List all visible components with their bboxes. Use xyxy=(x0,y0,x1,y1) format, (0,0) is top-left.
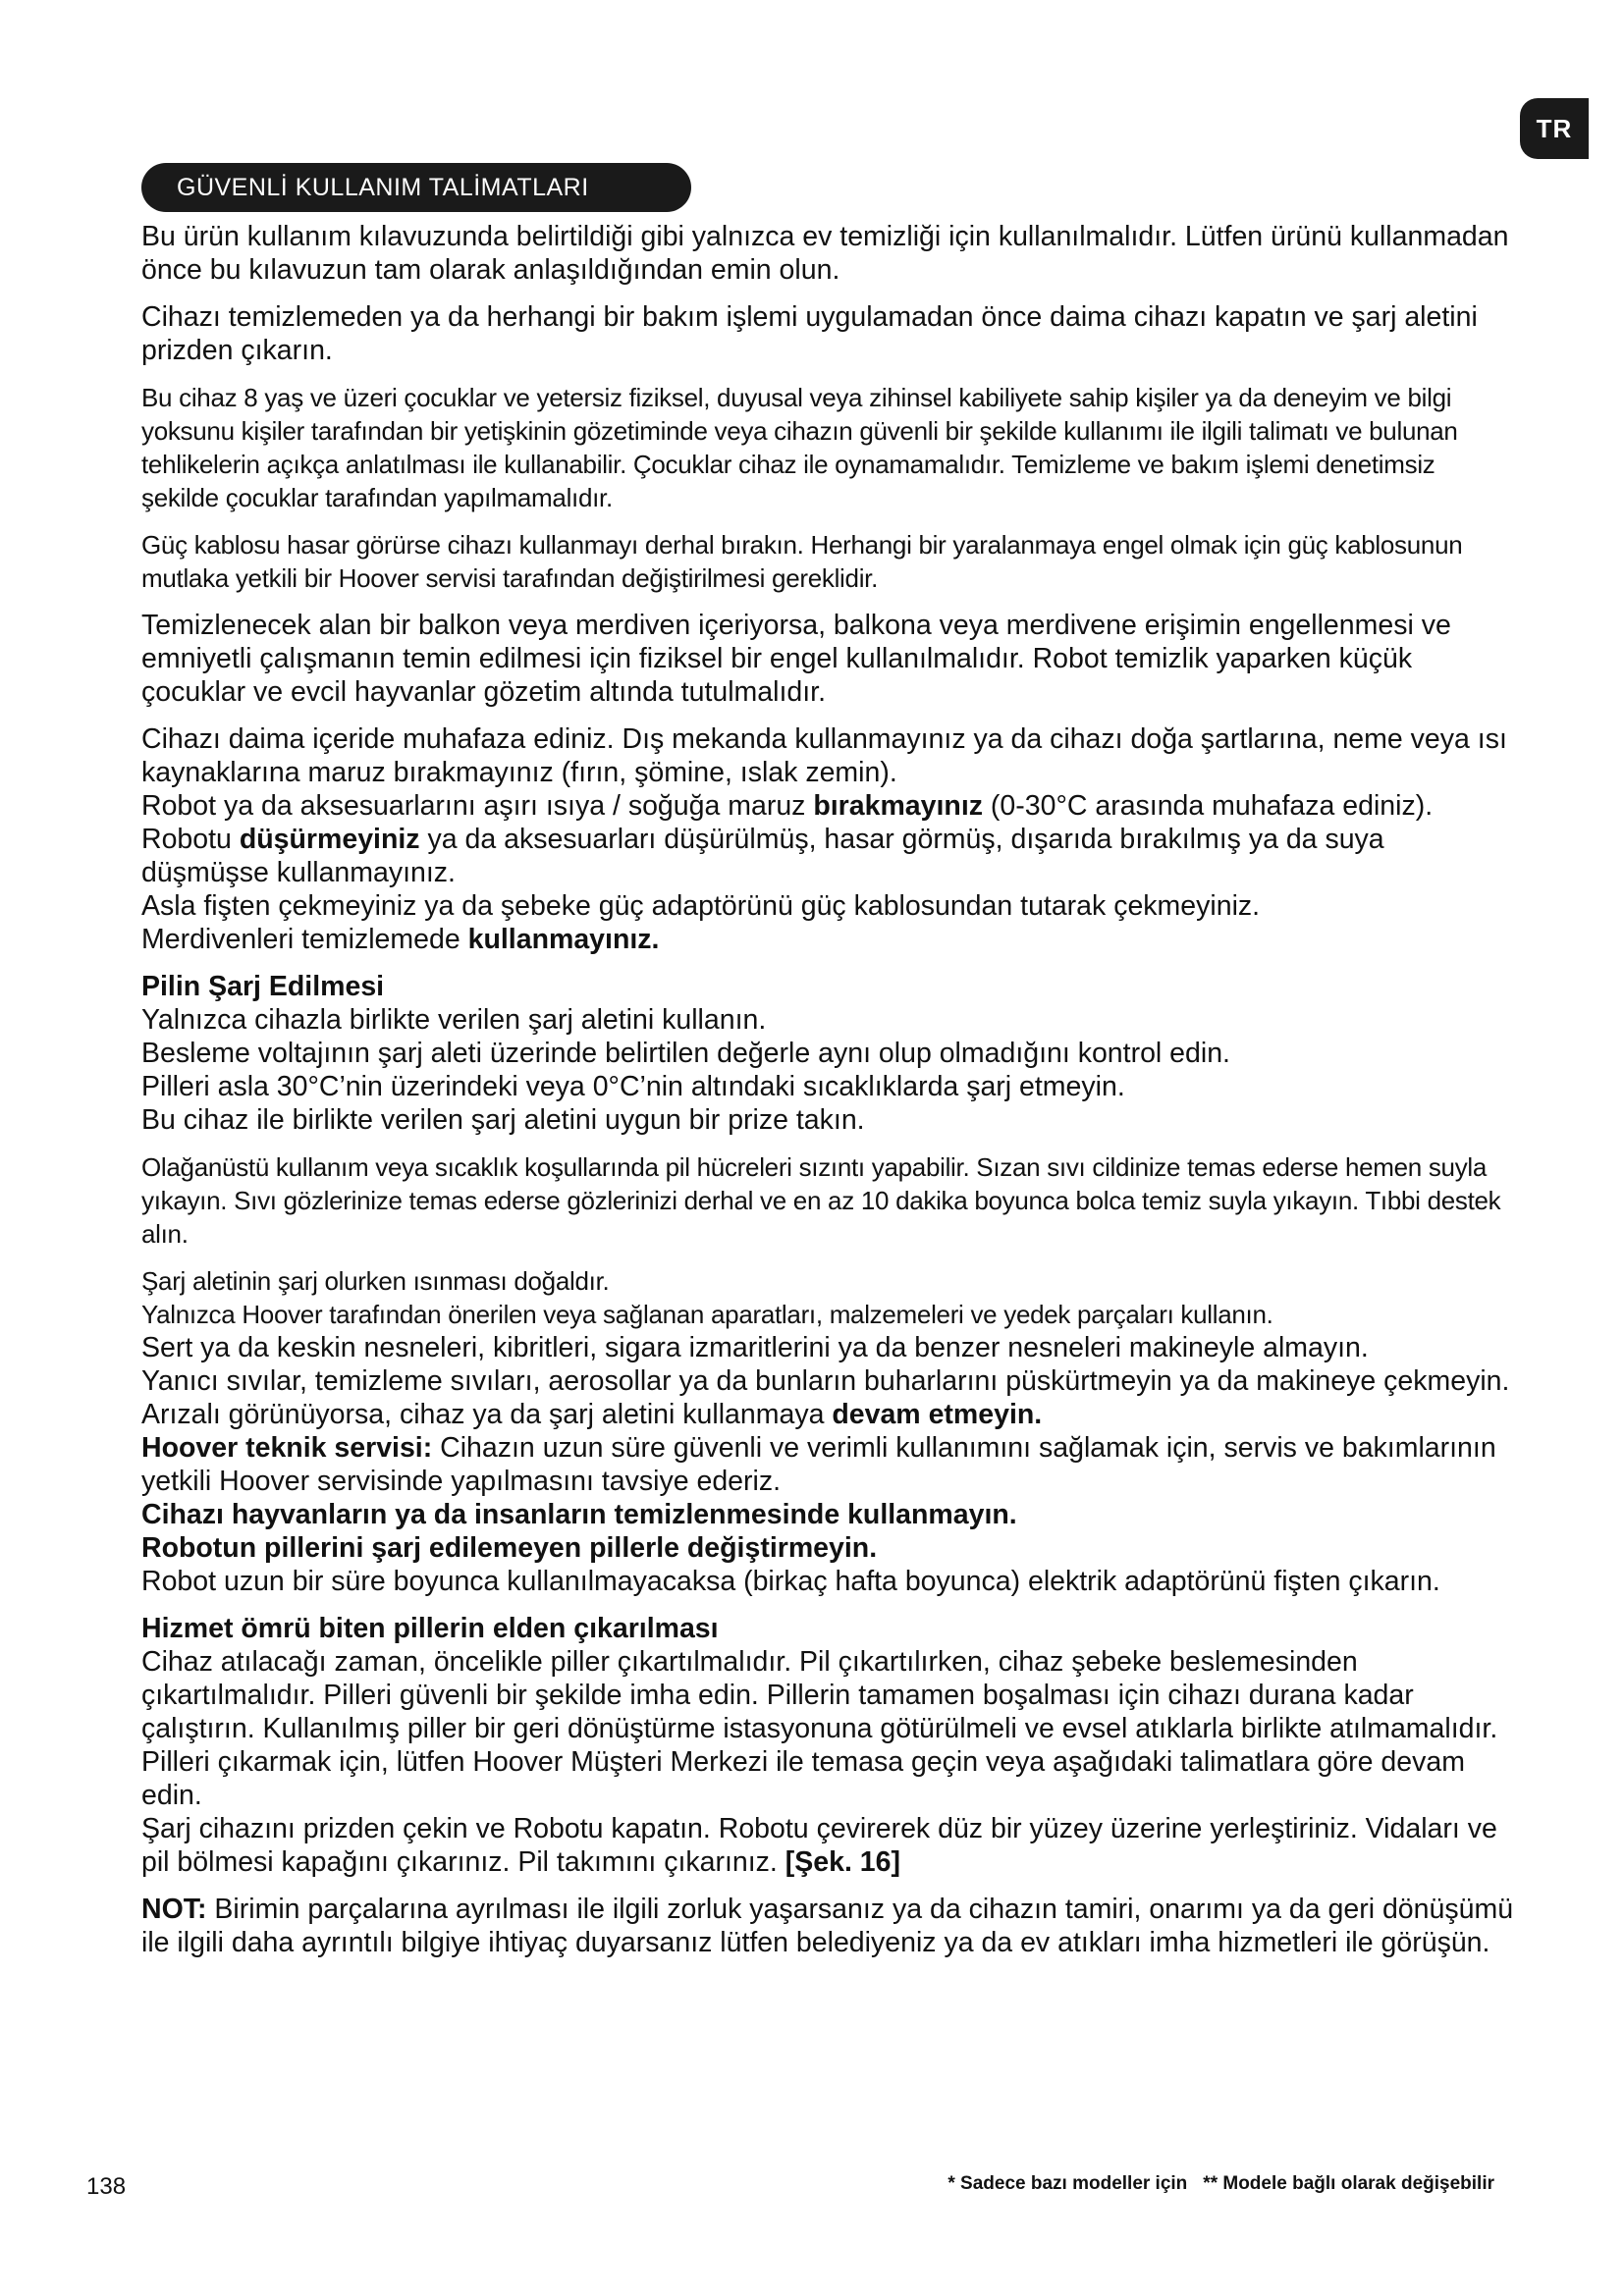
charging-flammable: Yanıcı sıvılar, temizleme sıvıları, aerosollar ya da bunların buharlarını püskürtmeyin ya da makineye çekmeyin. xyxy=(141,1365,1510,1397)
text: Arızalı görünüyorsa, cihaz ya da şarj aletini kullanmaya xyxy=(141,1399,833,1430)
paragraph-balcony: Temizlenecek alan bir balkon veya merdiven içeriyorsa, balkona veya merdivene erişimin engellenmesi ve emniyetli çalışmanın temin edilmesi için fiziksel bir engel kullanılmalıdır. Robot temizlik yaparken küçük çocuklar ve evcil hayvanlar gözetim altında tutulmalıdır. xyxy=(141,610,1451,708)
charging-service xyxy=(141,1431,1516,1498)
emphasis: kullanmayınız. xyxy=(467,924,660,955)
text: ya da aksesuarları düşürülmüş, hasar görmüş, dışarıda bırakılmış ya da suya düşmüşse kullanmayınız. xyxy=(141,824,1384,888)
charging-batteries xyxy=(141,1531,1516,1565)
emphasis: Cihazı hayvanların ya da insanların temizlenmesinde kullanmayın. xyxy=(141,1499,1017,1530)
charging-line-3: Pilleri asla 30°C’nin üzerindeki veya 0°C’nin altındaki sıcaklıklarda şarj etmeyin. xyxy=(141,1071,1125,1102)
emphasis: devam etmeyin. xyxy=(832,1399,1043,1430)
text: Merdivenleri temizlemede xyxy=(141,924,468,955)
charging-line-2: Besleme voltajının şarj aleti üzerinde belirtilen değerle aynı olup olmadığını kontrol edin. xyxy=(141,1038,1230,1069)
text: Birimin parçalarına ayrılması ile ilgili zorluk yaşarsanız ya da cihazın tamiri, onarımı ya da geri dönüşümü ile ilgili daha ayrıntılı bilgiye ihtiyaç duyarsanız lütfen belediyeniz ya da ev atıkları imha hizmetleri ile görüşün. xyxy=(141,1894,1514,1958)
paragraph-maintenance: Cihazı temizlemeden ya da herhangi bir bakım işlemi uygulamadan önce daima cihazı kapatın ve şarj aletini prizden çıkarın. xyxy=(141,301,1478,366)
text: Şarj cihazını prizden çekin ve Robotu kapatın. Robotu çevirerek düz bir yüzey üzerine yerleştiriniz. Vidaları ve pil bölmesi kapağını çıkarınız. Pil takımını çıkarınız. xyxy=(141,1813,1497,1878)
document-body xyxy=(141,220,1516,1959)
heading-disposal: Hizmet ömrü biten pillerin elden çıkarılması xyxy=(141,1613,719,1644)
text: Robot ya da aksesuarlarını aşırı ısıya / soğuğa maruz xyxy=(141,790,814,822)
paragraph-children: Bu cihaz 8 yaş ve üzeri çocuklar ve yetersiz fiziksel, duyusal veya zihinsel kabiliyete sahip kişiler ya da deneyim ve bilgi yoksunu kişiler tarafından bir yetişkinin gözetiminde veya cihazın güvenli bir şekilde kullanımı ile ilgili talimatı ve bulunan tehlikelerin açıkça anlatılması ile kullanabilir. Çocuklar cihaz ile oynamamalıdır. Temizleme ve bakım işlemi denetimsiz şekilde çocuklar tarafından yapılmamalıdır. xyxy=(141,383,1458,512)
paragraph-temperature xyxy=(141,789,1516,823)
figure-reference: [Şek. 16] xyxy=(785,1846,900,1878)
footnote xyxy=(947,2173,1494,2195)
charging-faulty xyxy=(141,1398,1516,1431)
emphasis: Hoover teknik servisi: xyxy=(141,1432,433,1464)
disposal-paragraph: Cihaz atılacağı zaman, öncelikle piller çıkartılmalıdır. Pil çıkartılırken, cihaz şebeke beslemesinden çıkartılmalıdır. Pilleri güvenli bir şekilde imha edin. Pillerin tamamen boşalması için cihazı durana kadar çalıştırın. Kullanılmış piller bir geri dönüştürme istasyonuna götürülmeli ve evsel atıklarla birlikte atılmamalıdır. Pilleri çıkarmak için, lütfen Hoover Müşteri Merkezi ile temasa geçin veya aşağıdaki talimatlara göre devam edin. xyxy=(141,1646,1498,1811)
heading-charging: Pilin Şarj Edilmesi xyxy=(141,971,385,1002)
paragraph-power-cord: Güç kablosu hasar görürse cihazı kullanmayı derhal bırakın. Herhangi bir yaralanmaya engel olmak için güç kablosunun mutlaka yetkili bir Hoover servisi tarafından değiştirilmesi gereklidir. xyxy=(141,530,1463,593)
text: Cihazın uzun süre güvenli ve verimli kullanımını sağlamak için, servis ve bakımlarının yetkili Hoover servisinde yapılmasını tavsiye ederiz. xyxy=(141,1432,1496,1497)
charging-unplug: Robot uzun bir süre boyunca kullanılmayacaksa (birkaç hafta boyunca) elektrik adaptörünü fişten çıkarın. xyxy=(141,1566,1440,1597)
text: (0-30°C arasında muhafaza ediniz). xyxy=(983,790,1434,822)
charging-leak-warning: Olağanüstü kullanım veya sıcaklık koşullarında pil hücreleri sızıntı yapabilir. Sızan sıvı cildinize temas ederse hemen suyla yıkayın. Sıvı gözlerinize temas ederse gözlerinizi derhal ve en az 10 dakika boyunca bolca temiz suyla yıkayın. Tıbbi destek alın. xyxy=(141,1152,1501,1249)
paragraph-usage: Bu ürün kullanım kılavuzunda belirtildiği gibi yalnızca ev temizliği için kullanılmalıdır. Lütfen ürünü kullanmadan önce bu kılavuzun tam olarak anlaşıldığından emin olun. xyxy=(141,221,1509,286)
emphasis: düşürmeyiniz xyxy=(239,824,420,855)
charging-sharp-objects: Sert ya da keskin nesneleri, kibritleri, sigara izmaritlerini ya da benzer nesneleri makineyle almayın. xyxy=(141,1332,1369,1363)
charging-accessories: Yalnızca Hoover tarafından önerilen veya sağlanan aparatları, malzemeleri ve yedek parçaları kullanın. xyxy=(141,1300,1273,1329)
charging-heat-note: Şarj aletinin şarj olurken ısınması doğaldır. xyxy=(141,1266,610,1296)
emphasis: Robotun pillerini şarj edilemeyen pillerle değiştirmeyin. xyxy=(141,1532,878,1564)
charging-line-4: Bu cihaz ile birlikte verilen şarj aletini uygun bir prize takın. xyxy=(141,1104,865,1136)
charging-line-1: Yalnızca cihazla birlikte verilen şarj aletini kullanın. xyxy=(141,1004,767,1036)
paragraph-indoor: Cihazı daima içeride muhafaza ediniz. Dış mekanda kullanmayınız ya da cihazı doğa şartlarına, neme veya ısı kaynaklarına maruz bırakmayınız (fırın, şömine, ıslak zemin). xyxy=(141,723,1507,788)
disposal-steps xyxy=(141,1812,1516,1879)
text: Robotu xyxy=(141,824,240,855)
language-tab: TR xyxy=(1520,98,1589,159)
note-paragraph xyxy=(141,1893,1516,1959)
note-label: NOT: xyxy=(141,1894,207,1925)
paragraph-plug: Asla fişten çekmeyiniz ya da şebeke güç adaptörünü güç kablosundan tutarak çekmeyiniz. xyxy=(141,890,1261,922)
page-number: 138 xyxy=(86,2173,127,2200)
footnote-variation: ** Modele bağlı olarak değişebilir xyxy=(1203,2173,1494,2194)
emphasis: bırakmayınız xyxy=(813,790,983,822)
paragraph-drop xyxy=(141,823,1516,889)
paragraph-stairs xyxy=(141,923,1516,956)
footnote-models: * Sadece bazı modeller için xyxy=(947,2173,1188,2194)
section-title: GÜVENLİ KULLANIM TALİMATLARI xyxy=(141,163,691,212)
charging-animals xyxy=(141,1498,1516,1531)
